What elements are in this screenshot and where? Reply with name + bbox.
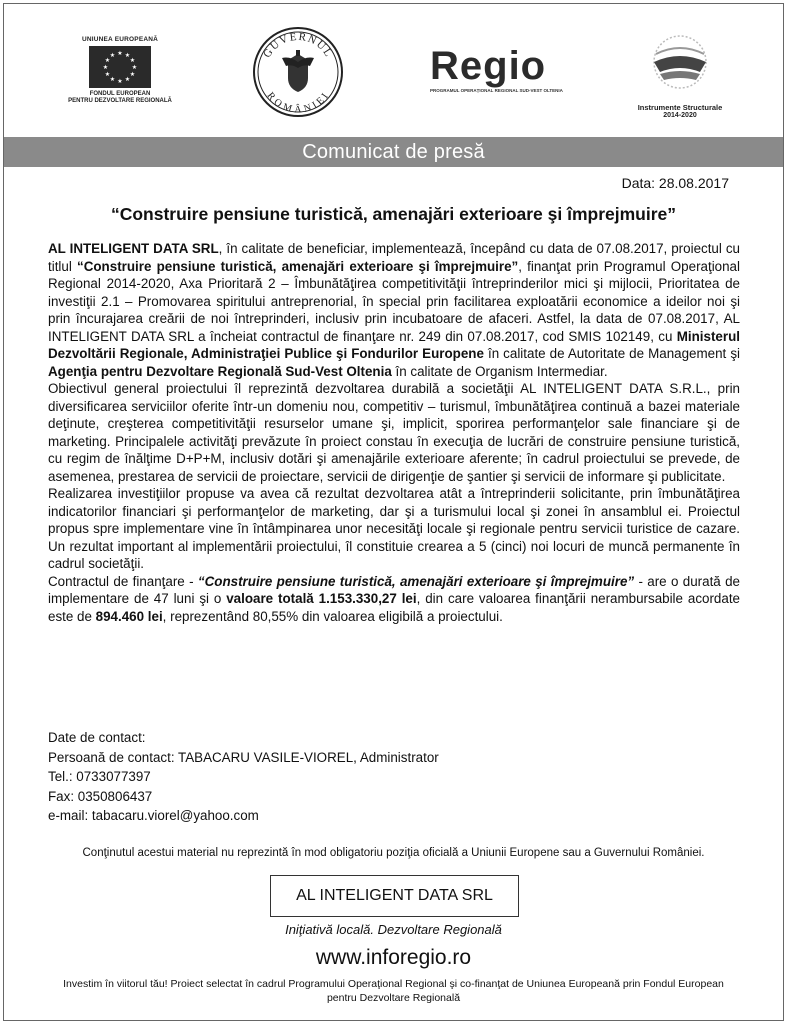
svg-text:★: ★ [129, 72, 136, 78]
contract-project-title: “Construire pensiune turistică, amenajări exterioare şi împrejmuire” [197, 573, 635, 589]
footer-note: Investim în viitorul tău! Proiect selectat în cadrul Programului Operaţional Regional şi co-finanţat de Uniunea Europeană prin Fondul European pentru Dezvoltare Regională [63, 978, 724, 1004]
gov-text-top: GUVERNUL [261, 30, 335, 60]
svg-text:★: ★ [117, 79, 123, 85]
contract-text-2: - are o durată de implementare de 47 luni şi o [48, 573, 740, 606]
globe-icon [640, 28, 720, 94]
instruments-structural-logo [625, 28, 735, 119]
svg-text:★: ★ [117, 51, 123, 57]
intro-text-3: în calitate de Autoritate de Management şi [483, 346, 740, 361]
svg-text:★: ★ [104, 72, 111, 78]
intermediate-body: Agenţia pentru Dezvoltare Regională Sud-Vest Oltenia [48, 363, 392, 379]
contact-fax: Fax: 0350806437 [48, 788, 153, 804]
svg-text:★: ★ [124, 77, 131, 83]
contract-text-4: , reprezentând 80,55% din valoarea eligibilă a proiectului. [162, 608, 503, 624]
contact-phone: Tel.: 0733077397 [48, 769, 151, 784]
press-release-banner [4, 137, 783, 167]
regio-subline: PROGRAMUL OPERAȚIONAL REGIONAL SUD-VEST OLTENIA [430, 88, 563, 93]
svg-text:★: ★ [131, 65, 138, 71]
regio-wordmark: Regio [430, 44, 547, 88]
eu-flag-icon [89, 46, 151, 88]
beneficiary-name: AL INTELIGENT DATA SRL [48, 241, 219, 256]
eu-caption-top: UNIUNEA EUROPEANĂ [81, 36, 159, 43]
intro-text-1: , în calitate de beneficiar, implementează, începând cu data de 07.08.2017, proiectul cu titlul [48, 241, 740, 274]
gov-text-bottom: ROMÂNIEI [264, 90, 332, 116]
disclaimer: Conţinutul acestui material nu reprezintă în mod obligatoriu poziţia oficială a Uniunii Europene sau a Guvernului României. [82, 847, 705, 859]
logo-strip [0, 22, 787, 132]
eu-logo [60, 36, 180, 105]
svg-text:★: ★ [104, 58, 111, 64]
website-link[interactable]: www.inforegio.ro [315, 946, 472, 969]
grant-value: 894.460 lei [95, 608, 163, 624]
instruments-years: 2014-2020 [663, 112, 697, 119]
svg-text:★: ★ [124, 53, 131, 59]
svg-text:★: ★ [102, 65, 109, 71]
press-body [48, 240, 740, 625]
instruments-caption: Instrumente Structurale [637, 103, 723, 112]
contract-text-1: Contractul de finanţare - [48, 573, 198, 589]
project-title: “Construire pensiune turistică, amenajări exterioare şi împrejmuire” [110, 204, 677, 224]
contact-email: e-mail: tabacaru.viorel@yahoo.com [48, 808, 259, 823]
paragraph-contract [48, 573, 740, 626]
paragraph-objective: Obiectivul general proiectului îl reprezintă dezvoltarea durabilă a societăţii AL INTELIGENT DATA S.R.L., prin diversificarea serviciilor oferite într-un domeniu nou, competitiv – turismul, îmbunătăţirea continuă a bazei materiale deţinute, creşterea competitivităţii resurselor umane şi, implicit, sporirea performanţelor sale financiare şi de marketing. Principalele activităţi prevăzute în proiect constau în execuţia de lucrări de construire pensiune turistică, cu regim de înălţime D+P+M, inclusiv dotări şi amenajările exterioare aferente; în cadrul proiectului se prevede, de asemenea, prestarea de servicii de proiectare, servicii de dirigenţie de şantier şi servicii de informare şi publicitate. [48, 381, 740, 484]
intro-text-2: , finanţat prin Programul Operaţional Regional 2014-2020, Axa Prioritară 2 – Îmbunătăţirea competitivităţii întreprinderilor mici şi mijlocii, Prioritatea de investiţii 2.1 – Promovarea spiritului antreprenorial, în special prin facilitarea exploatării economice a ideilor noi şi prin încurajarea creării de noi întreprinderi, inclusiv prin incubatoare de afaceri. Astfel, la data de 07.08.2017, AL INTELIGENT DATA SRL a încheiat contractul de finanţare nr. 249 din 07.08.2017, cod SMIS 102149, cu [48, 258, 740, 344]
contact-person: Persoană de contact: TABACARU VASILE-VIOREL, Administrator [48, 749, 439, 765]
svg-text:ROMÂNIEI [265, 90, 332, 115]
managing-authority: Ministerul Dezvoltării Regionale, Administraţiei Publice şi Fondurilor Europene [48, 328, 740, 361]
banner-title: Comunicat de presă [302, 141, 485, 163]
intro-text-4: în calitate de Organism Intermediar. [391, 363, 608, 379]
svg-text:★: ★ [109, 53, 116, 59]
contract-text-3: , din care valoarea finanţării nerambursabile acordate este de [48, 591, 740, 624]
government-seal [252, 26, 344, 118]
regio-logo [430, 46, 580, 93]
coat-of-arms-icon [282, 50, 314, 92]
eu-caption-bottom-1: FONDUL EUROPEAN [89, 91, 151, 97]
intro-project-title: “Construire pensiune turistică, amenajări exterioare şi împrejmuire” [77, 258, 519, 274]
contact-heading: Date de contact: [48, 730, 146, 745]
svg-text:★: ★ [129, 58, 136, 64]
paragraph-intro [48, 240, 740, 380]
paragraph-results: Realizarea investiţiilor propuse va avea că rezultat dezvoltarea atât a întreprinderii solicitante, prin îmbunătăţirea indicatorilor financiari şi performanţelor de marketing, dar şi a turismului local şi zonei în ansamblul ei. Proiectul propus spre implementare vine în întâmpinarea unor necesităţi locale şi regionale pentru servicii turistice de cazare. Un rezultat important al implementării proiectului, îl constituie crearea a 5 (cinci) noi locuri de muncă permanente în cadrul societăţii. [48, 486, 740, 571]
release-date: Data: 28.08.2017 [621, 175, 729, 191]
svg-text:★: ★ [109, 77, 116, 83]
eu-caption-bottom-2: PENTRU DEZVOLTARE REGIONALĂ [68, 98, 172, 104]
beneficiary-box: AL INTELIGENT DATA SRL [270, 875, 519, 917]
contact-block [48, 728, 439, 826]
slogan: Iniţiativă locală. Dezvoltare Regională [285, 922, 502, 937]
total-value: valoare totală 1.153.330,27 lei [226, 591, 417, 606]
